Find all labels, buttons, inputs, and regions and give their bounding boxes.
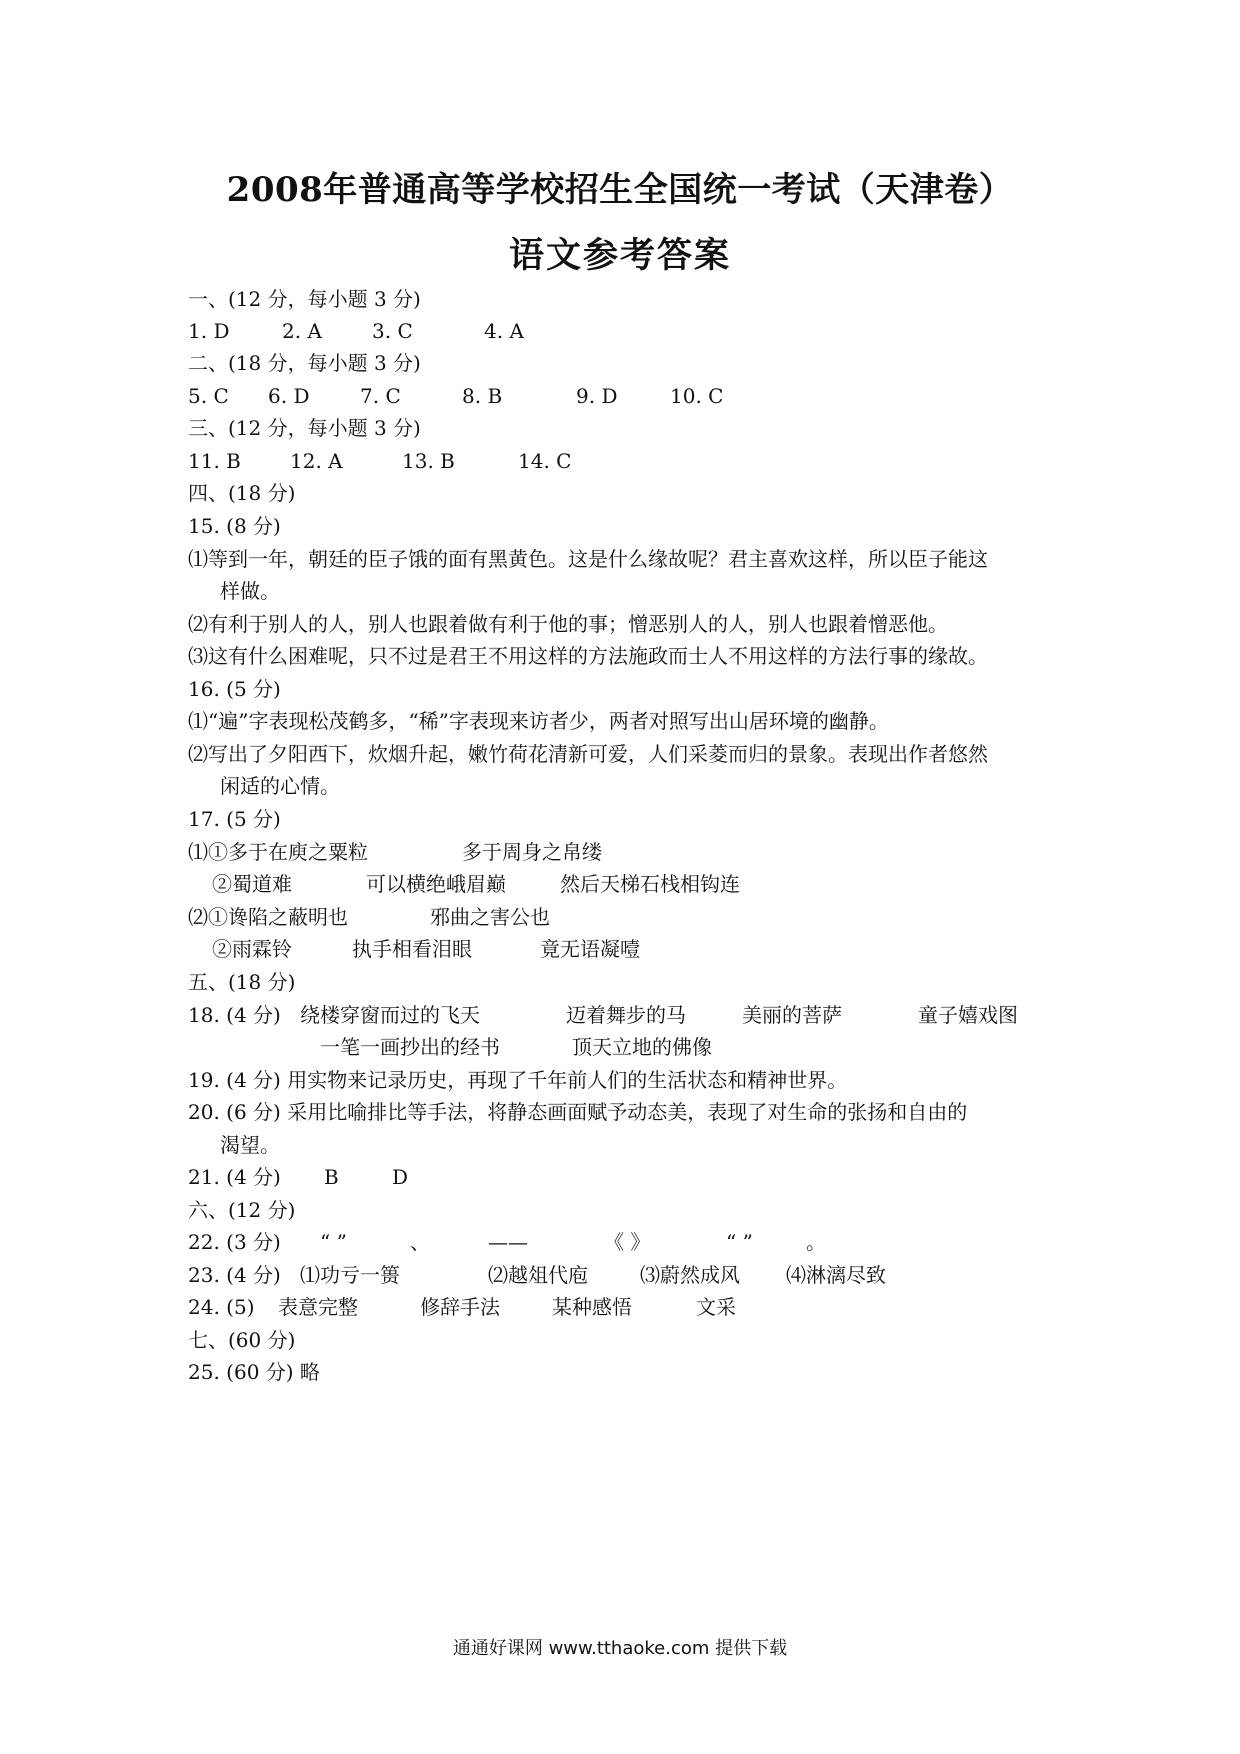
- section-4-header: 四、(18 分): [188, 481, 296, 505]
- q17-row4-item3: 竟无语凝噎: [540, 937, 640, 961]
- q17-row3-item1: ⑵①谗陷之蔽明也: [188, 905, 348, 929]
- q17-row4-item1: ②雨霖铃: [212, 937, 292, 961]
- q15-answer-3: ⑶这有什么困难呢，只不过是君王不用这样的方法施政而士人不用这样的方法行事的缘故。: [188, 644, 988, 668]
- q21-item-2: D: [392, 1165, 409, 1189]
- q22-item-4: 《 》: [604, 1230, 651, 1254]
- section-2-header: 二、(18 分，每小题 3 分): [188, 351, 421, 375]
- answer-5: 5. C: [188, 384, 229, 408]
- section-3-header: 三、(12 分，每小题 3 分): [188, 416, 421, 440]
- q23-item-1: ⑴功亏一篑: [300, 1263, 400, 1287]
- q24-item-4: 文采: [696, 1295, 736, 1319]
- answer-13: 13. B: [402, 449, 455, 473]
- q22-item-5: “ ”: [726, 1230, 753, 1254]
- q18-item-5: 一笔一画抄出的经书: [320, 1035, 500, 1059]
- q18-item-4: 童子嬉戏图: [918, 1003, 1018, 1027]
- q21-item-1: B: [324, 1165, 339, 1189]
- answer-8: 8. B: [462, 384, 503, 408]
- answer-3: 3. C: [372, 319, 413, 343]
- q15-answer-1-cont: 样做。: [220, 579, 280, 603]
- answer-key-title: 语文参考答案: [508, 235, 731, 276]
- q17-row1-item2: 多于周身之帛缕: [462, 840, 602, 864]
- answer-10: 10. C: [670, 384, 724, 408]
- q18-header: 18. (4 分): [188, 1003, 281, 1027]
- section-5-header: 五、(18 分): [188, 970, 296, 994]
- q22-header: 22. (3 分): [188, 1230, 281, 1254]
- q22-item-1: “ ”: [320, 1230, 347, 1254]
- answer-14: 14. C: [518, 449, 572, 473]
- q17-row2-item1: ②蜀道难: [212, 872, 292, 896]
- answer-12: 12. A: [290, 449, 343, 473]
- exam-title: 2008年普通高等学校招生全国统一考试（天津卷）: [226, 170, 1014, 210]
- q17-row4-item2: 执手相看泪眼: [352, 937, 472, 961]
- q24-item-1: 表意完整: [278, 1295, 358, 1319]
- q23-item-2: ⑵越俎代庖: [488, 1263, 588, 1287]
- q22-item-3: ——: [488, 1230, 528, 1254]
- q17-header: 17. (5 分): [188, 807, 281, 831]
- q24-item-2: 修辞手法: [420, 1295, 500, 1319]
- q24-item-3: 某种感悟: [552, 1295, 632, 1319]
- q18-item-2: 迈着舞步的马: [566, 1003, 686, 1027]
- answer-2: 2. A: [282, 319, 322, 343]
- answer-7: 7. C: [360, 384, 401, 408]
- section-6-header: 六、(12 分): [188, 1198, 296, 1222]
- q16-header: 16. (5 分): [188, 677, 281, 701]
- q22-item-6: 。: [806, 1230, 826, 1254]
- q25-answer: 25. (60 分) 略: [188, 1360, 320, 1384]
- q18-item-3: 美丽的菩萨: [742, 1003, 842, 1027]
- q17-row2-item3: 然后天梯石栈相钩连: [560, 872, 740, 896]
- q16-answer-1: ⑴“遍”字表现松茂鹤多，“稀”字表现来访者少，两者对照写出山居环境的幽静。: [188, 709, 889, 733]
- q15-header: 15. (8 分): [188, 514, 281, 538]
- q19-answer: 19. (4 分) 用实物来记录历史，再现了千年前人们的生活状态和精神世界。: [188, 1068, 848, 1092]
- answer-11: 11. B: [188, 449, 241, 473]
- q15-answer-2: ⑵有利于别人的人，别人也跟着做有利于他的事；憎恶别人的人，别人也跟着憎恶他。: [188, 612, 948, 636]
- answer-6: 6. D: [268, 384, 310, 408]
- q21-header: 21. (4 分): [188, 1165, 281, 1189]
- q15-answer-1: ⑴等到一年，朝廷的臣子饿的面有黑黄色。这是什么缘故呢？君主喜欢这样，所以臣子能这: [188, 547, 988, 571]
- q24-header: 24. (5): [188, 1295, 255, 1319]
- q16-answer-2: ⑵写出了夕阳西下，炊烟升起，嫩竹荷花清新可爱，人们采菱而归的景象。表现出作者悠然: [188, 742, 988, 766]
- q22-item-2: 、: [410, 1230, 430, 1254]
- q17-row2-item2: 可以横绝峨眉巅: [366, 872, 506, 896]
- q20-answer: 20. (6 分) 采用比喻排比等手法，将静态画面赋予动态美，表现了对生命的张扬和自由的: [188, 1100, 968, 1124]
- section-1-header: 一、(12 分，每小题 3 分): [188, 287, 421, 311]
- q23-item-4: ⑷淋漓尽致: [786, 1263, 886, 1287]
- answer-4: 4. A: [484, 319, 524, 343]
- q17-row1-item1: ⑴①多于在庾之粟粒: [188, 840, 368, 864]
- q18-item-6: 顶天立地的佛像: [572, 1035, 712, 1059]
- section-7-header: 七、(60 分): [188, 1328, 296, 1352]
- q16-answer-2-cont: 闲适的心情。: [220, 774, 340, 798]
- answer-1: 1. D: [188, 319, 230, 343]
- footer-source: 通通好课网 www.tthaoke.com 提供下载: [452, 1638, 788, 1659]
- q23-header: 23. (4 分): [188, 1263, 281, 1287]
- q20-answer-cont: 渴望。: [220, 1133, 280, 1157]
- answer-9: 9. D: [576, 384, 618, 408]
- q23-item-3: ⑶蔚然成风: [640, 1263, 740, 1287]
- q17-row3-item2: 邪曲之害公也: [430, 905, 550, 929]
- q18-item-1: 绕楼穿窗而过的飞天: [300, 1003, 480, 1027]
